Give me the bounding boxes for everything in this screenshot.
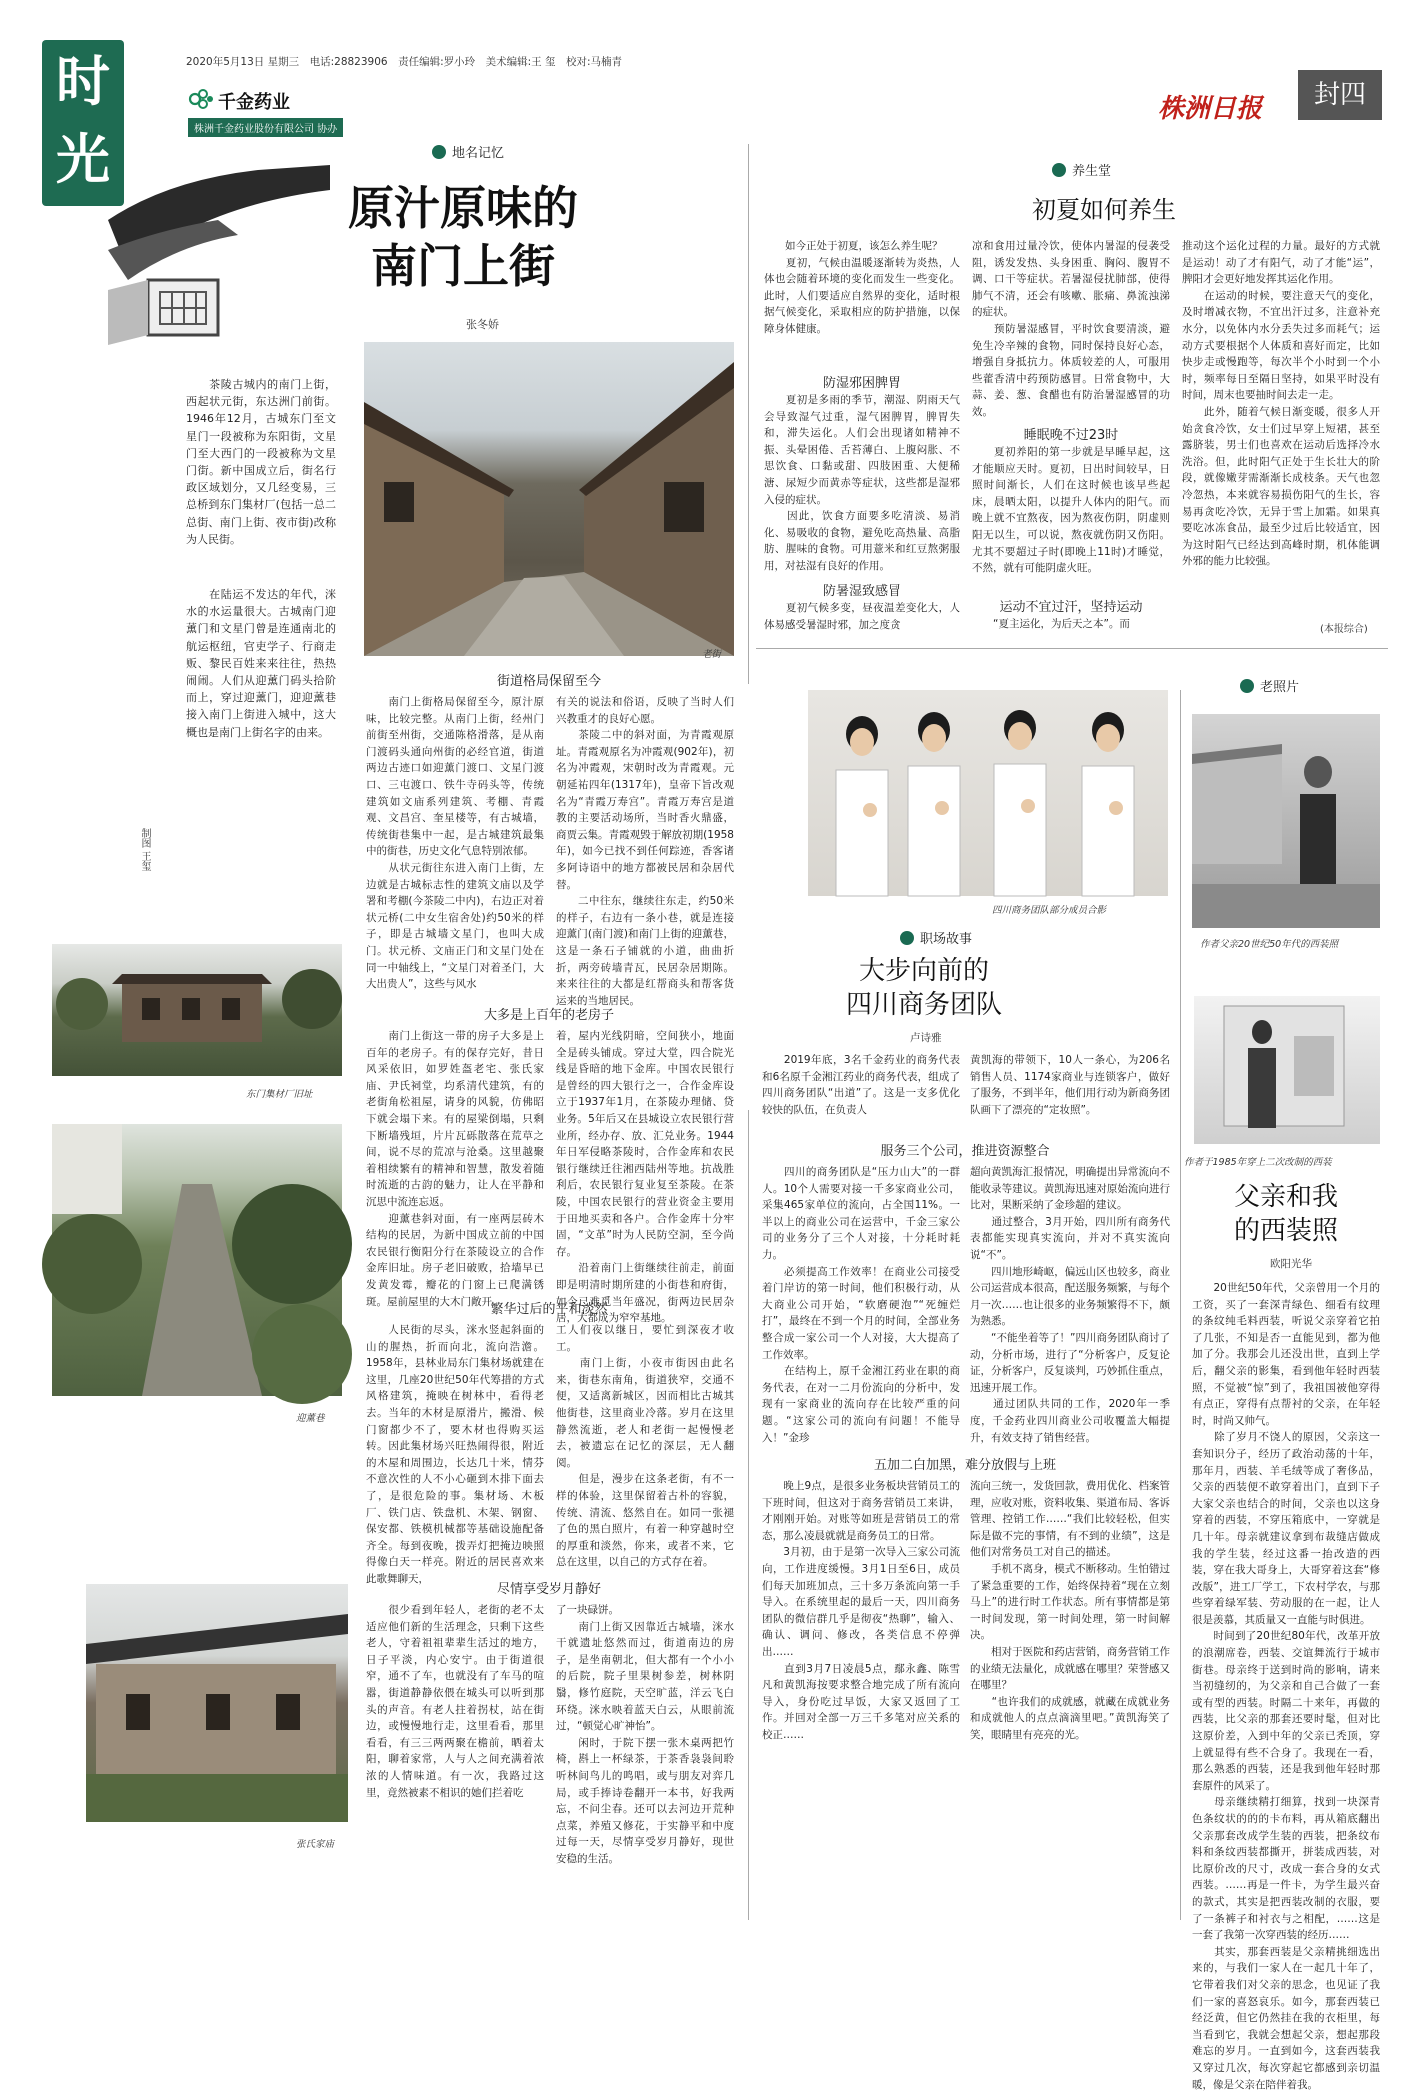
article1-photo-timber-yard [52, 944, 342, 1076]
article3-sub-1: 服务三个公司，推进资源整合 [880, 1144, 1050, 1159]
tag-dot-icon [1052, 163, 1066, 177]
article3-title-line1: 大步向前的 [858, 956, 989, 986]
article1-photo2-caption: 东门集材厂旧址 [246, 1089, 313, 1100]
article2-sub-d: 运动不宜过汗，坚持运动 [999, 600, 1143, 615]
separator-3 [1180, 690, 1181, 1920]
tag-dot-icon [432, 145, 446, 159]
article1-sec1-col-b: 有关的说法和俗语，反映了当时人们兴教重才的良好心愿。 茶陵二中的斜对面，为青霞观原址。青霞观原名为冲霞观(902年)，初名为冲霞观，宋朝时改为青霞观。元朝延祐四年(1317年)，皇帝下旨改观名为“青霞万寿宫”。青霞万寿宫是道教的主要活动场所，当时香火鼎盛，商贾云集。青霞观毁于解放初期(1958年)，如今已找不到任何踪迹，香客诸多阿诗语中的地方都被民居和杂居代替。 二中往东，继续往东走，约50米的样子，右边有一条小巷，就是连接迎薰门(南门渡)和南门上街的迎薰巷，这是一条石子铺就的小道，曲曲折折，两旁砖墙青瓦，民居杂居期陈。来来往往的大都是红帮商头和帮客货运来的当地居民。 [556, 696, 734, 1007]
article2-sub-c: 睡眠晚不过23时 [1023, 428, 1119, 443]
tag-workplace-story: 职场故事 [900, 928, 972, 947]
article2-col1-c: 夏初气候多变，昼夜温差变化大，人体易感受暑湿时邪，加之度贪 [764, 602, 960, 631]
article3-author: 卢诗雅 [910, 1032, 942, 1044]
article1-photo-street [364, 342, 734, 656]
article1-photo1-caption: 老街 [702, 649, 722, 660]
article3-title-line2: 四川商务团队 [845, 990, 1002, 1020]
article1-title-line2: 南门上街 [371, 239, 555, 293]
article3-sec2-col-a: 晚上9点，是很多业务板块营销员工的下班时间，但这对于商务营销员工来讲，才刚刚开始。对账等如班是营销员工的常态，那么凌晨就就是商务员工的日常。 3月初，由于是第一次导入三家公司流向，工作进度缓慢。3月1日至6日，成员们每天加班加点，三十多万条流向第一手导入。在系统里起的最后一天，四川商务团队的微信群几乎是彻夜“热聊”，输入、确认、调问、修改，各类信息不停弹出…… 直到3月7日凌晨5点，鄢永鑫、陈雪凡和黄凯海按要求整合地完成了所有流向导入，身份吃过早饭，大家又返回了工作。并回对全部一万三千多笔对应关系的校正…… [762, 1480, 960, 1741]
article4-title-line2: 的西装照 [1233, 1216, 1338, 1246]
article3-sec1-col-b: 超向黄凯海汇报情况，明确提出异常流向不能收录等建议。黄凯海迅速对原始流向进行比对，果断采纳了金珍超的建议。 通过整合，3月开始，四川所有商务代表都能实现真实流向，并对不真实流向说“不”。 四川地形崎岖，偏远山区也较多，商业公司运营成本很高，配送服务频繁，与每个月一次……也让很多的业务频繁得不下，颇为熟悉。 “不能坐着等了！”四川商务团队商讨了动，分析市场，进行了“分析客户，反复论证，分析客户，反复谈判，巧妙抓住重点，迅速开展工作。 通过团队共同的工作，2020年一季度，千金药业四川商业公司收覆盖大幅提升，有效支持了销售经营。 [970, 1166, 1170, 1444]
separator-2 [748, 1110, 749, 1920]
article3-sec2-col-b: 流向三统一，发货回款，费用优化、档案管理，应收对账，资料收集、渠道布局、客诉管理、控销工作……“我们比较轻松，但实际是做不完的事情，有不到的业绩”，这是他们对常务员工对自己的描述。 手机不离身，模式不断移动。生怕错过了紧急重要的工作，始终保持着“现在立刻马上”的进行时工作状态。所有事情都是第一时间发现，第一时间处理，第一时间解决。 相对于医院和药店营销，商务营销工作的业绩无法量化，成就感在哪里？荣誉感又在哪里？ “也许我们的成就感，就藏在成就业务和成就他人的点点滴滴里吧。”黄凯海笑了笑，眼睛里有亮亮的光。 [970, 1480, 1170, 1741]
eaves-illustration [108, 160, 330, 350]
article2-sub-b: 防暑湿致感冒 [822, 584, 901, 599]
article1-sec2-col-a: 南门上街这一带的房子大多是上百年的老房子。有的保存完好，昔日风采依旧，如罗姓盔老宅、张氏家庙、尹氏祠堂，均系清代建筑，有的老街角松祖屋，请身的风貌，仿佛昭下就会塌下来。有的屋梁倒塌，只剩下断墙残垣，片片瓦砾散落在荒草之间，说不尽的荒凉与沧桑。这里越聚着相续繁有的精神和智慧，散发着随时流逝的古韵的魅力，让人在平静和沉思中流连忘返。 迎薰巷斜对面，有一座两层砖木结构的民居，为新中国成立前的中国农民银行衡阳分行在茶陵设立的合作金库旧址。房子老旧破败，拾墙早已发黄发霉，瓣花的门窗上已爬满锈斑。屋前屋里的大木门敞开 [366, 1030, 544, 1308]
article4-photo-author [1194, 996, 1380, 1144]
tag-dot-icon [900, 931, 914, 945]
article2-sub-a: 防湿邪困脾胃 [822, 376, 901, 391]
article2-col2-b: 夏初养阳的第一步就是早睡早起，这才能顺应天时。夏初，日出时间较早，日照时间渐长，人们在这时候也该早些起床，晨晒太阳，以提升人体内的阳气。而晚上就不宜熬夜，因为熬夜伤阴，阴虚则阳无以生，可以说，熬夜就伤阴又伤阳。尤其不要超过子时(即晚上11时)才睡觉，不然，就有可能阴虚火旺。 [972, 446, 1170, 575]
date-line: 2020年5月13日 星期三 电话:28823906 责任编辑:罗小玲 美术编辑:王 玺 校对:马楠青 [186, 56, 623, 68]
article1-sec4-col-a: 很少看到年轻人，老街的老不太适应他们新的生活理念，只剩下这些老人，守着祖祖辈辈生活过的地方，日子平淡，内心安宁。由于街道很窄，通不了车，也就没有了车马的喧嚣，街道静静依偎在城头可以听到那头的声音。有老人拄着拐杖，站在街边，或慢慢地行走，这里看看，那里看看，有三三两两聚在檐前，晒着太阳，聊着家常，人与人之间充满着浓浓的人情味道。有一次，我路过这里，竟然被素不相识的她们拦着吃 [366, 1604, 544, 1799]
sponsor-sub: 株洲千金药业股份有限公司 协办 [188, 118, 343, 137]
tag-place-memory: 地名记忆 [432, 142, 504, 161]
article3-sub-2: 五加二白加黑，难分放假与上班 [873, 1458, 1056, 1473]
article4-title-line1: 父亲和我 [1233, 1182, 1338, 1212]
article1-sec1-col-a: 南门上街格局保留至今，原汁原味，比较完整。从南门上街，经州门前街至州街，交通陈格滑落，是从南门渡码头通向州街的必经官道，街道两边古迹口如迎薰门渡口、文星门渡口、三屯渡口、铁牛寺码头等，传统建筑如文庙系列建筑、考棚、青霞观、文昌宫、奎星楼等，有古城墙，传统街巷集中一起，是古城建筑最集中的街巷，历史文化气息特别浓郁。 从状元街往东进入南门上街，左边就是古城标志性的建筑文庙以及学署和考棚(今茶陵二中内)，右边正对着状元桥(二中女生宿舍处)约50米的样子，即是古城墙文星门，也叫大成门。状元桥、文庙正门和文星门处在同一中轴线上，“文星门对着圣门，大大出贵人”，这些与风水 [366, 696, 544, 991]
article3-intro-a: 2019年底，3名千金药业的商务代表和6名原千金湘江药业的商务代表，组成了四川商务团队“出道”了。这是一支多优化较快的队伍，在负责人 [762, 1054, 960, 1116]
article1-photo3-caption: 迎薰巷 [296, 1413, 325, 1424]
article1-sub-4: 尽情享受岁月静好 [496, 1582, 601, 1597]
article2-title: 初夏如何养生 [1032, 196, 1176, 224]
article3-intro-b: 黄凯海的带领下，10人一条心，为206名销售人员、1174家商业与连锁客户，做好了服务，不到半年，他们用行动为新商务团队画下了漂亮的“定妆照”。 [970, 1054, 1170, 1116]
article3-team-photo [808, 690, 1168, 896]
article4-photo-father [1192, 714, 1380, 928]
photo-credit: 制图 王玺 [139, 828, 150, 872]
article2-col3: 推动这个运化过程的力量。最好的方式就是运动！动了才有阳气，动了才能“运”，脾阳才会更好地发挥其运化作用。 在运动的时候，要注意天气的变化，及时增减衣物，不宜出汗过多，注意补充水分，以免体内水分丢失过多而耗气；运动方式要根据个人体质和喜好而定，比如快步走或慢跑等，每次半个小时到一个小时，频率每日至隔日坚持，如果平时没有时间，周末也要抽时间去走一走。 此外，随着气候日渐变暖，很多人开始贪食冷饮，女士们过早穿上短裙，甚至露脐装，男士们也喜欢在运动后选择冷水洗浴。但，此时阳气正处于生长壮大的阶段，就像嫩芽需渐渐长成枝条。天气也忽冷忽热，本来就容易损伤阳气的生长，容易再贪吃冷饮，无异于雪上加霜。如果真要吃冰冻食品，最至少过后比较适宜，因为这时阳气已经达到高峰时期，机体能调外邪的能力比较强。 [1182, 240, 1380, 568]
article4-author: 欧阳光华 [1270, 1258, 1312, 1270]
separator-1 [748, 144, 749, 684]
article1-sub-1: 街道格局保留至今 [496, 674, 601, 689]
article2-col2-a: 凉和食用过量冷饮，使体内暑湿的侵袭受阻，诱发发热、头身困重、胸闷、腹胃不调、口干等症状。若暑湿侵扰肺部，使得肺气不清，还会有咳嗽、胀痛、鼻流浊涕的症状。 预防暑湿感冒，平时饮食要清淡，避免生冷辛辣的食物，同时保持良好心态，增强自身抵抗力。体质较差的人，可服用些藿香清中药预防感冒。日常食物中，大蒜、姜、葱、食醋也有防治暑湿感冒的功效。 [972, 240, 1170, 418]
article1-author: 张冬娇 [466, 318, 499, 331]
article1-sec4-col-b: 了一块碌饼。 南门上街又因靠近古城墙，洣水干就遗址悠然而过，街道南边的房子，是坐南朝北，但大都有一个小小的后院，院子里果树参差，树林阴翳，修竹庭院，天空旷蓝，洋云飞白环绕。洣水映着蓝天白云，从眼前流过，“顿觉心旷神怡”。 闲时，于院下摆一张木桌两把竹椅，斟上一杯绿茶，于茶香袅袅间聆听林间鸟儿的鸣唱，或与朋友对弈几局，或手捧诗卷翻开一本书，好我两忘，不问尘春。还可以去河边开荒种点菜，养殖又修花，于实静平和中度过每一天，尽情享受岁月静好，现世安稳的生活。 [556, 1604, 734, 1865]
article1-title-line1: 原汁原味的 [348, 181, 578, 235]
article1-photo4-caption: 张氏家庙 [296, 1839, 335, 1850]
article3-sec1-col-a: 四川的商务团队是“压力山大”的一群人。10个人需要对接一千多家商业公司，采集465家单位的流向，占全国11%。一半以上的商业公司在运营中，千金三家公司的业务分了三个人对接，十分耗时耗力。 必须提高工作效率！在商业公司接受着门岸访的第一时间，他们积极行动，从大商业公司开始，“软磨硬泡”“死缠烂打”，最终在不到一个月的时间，全部业务整合成一家公司一个人对接，大大提高了工作效率。 在结构上，原千金湘江药业在职的商务代表，在对一二月份流向的分析中，发现有一家商业的流向存在比较严重的问题。“这家公司的流向有问题！不能导入！”金珍 [762, 1166, 960, 1444]
article2-source: (本报综合) [1320, 624, 1368, 635]
article2-col1-b: 夏初是多雨的季节，潮湿、阴雨天气会导致湿气过重，湿气困脾胃，脾胃失和，滞失运化。人们会出现诸如精神不振、头晕困倦、舌苔薄白、上腹闷胀、不思饮食、口黏或甜、四肢困重、大便稀溏、尿短少而黄赤等症状，这些都是湿邪入侵的症状。 因此，饮食方面要多吃清淡、易消化、易吸收的食物，避免吃高热量、高脂肪、腥味的食物。可用薏米和红豆熬粥服用，对祛湿有良好的作用。 [764, 394, 960, 572]
article1-sec3-col-b: 工人们夜以继日，要忙到深夜才收工。 南门上街，小夜市街因由此名来，街巷东南角，街道狭窄，交通不便，又适离新城区，因而相比古城其他街巷，这里商业冷落。岁月在这里静然流逝，老人和老街一起慢慢老去，被遗忘在记忆的深层，无人翻阅。 但是，漫步在这条老街，有不一样的体验，这里保留着古朴的容貌，传统、清流、悠然自在。如同一张褪了色的黑白照片，有着一种穿越时空的厚重和淡然，你来，或者不来，它总在这里，以自己的方式存在着。 [556, 1324, 734, 1569]
sponsor-name: 千金药业 [218, 92, 290, 113]
article1-photo-ancestral-hall [86, 1584, 348, 1822]
article2-col2-c: “夏主运化，为后天之本”。而 [972, 618, 1130, 630]
separator-h1 [756, 648, 1388, 649]
article4-photo2-caption: 作者于1985年穿上二次改制的西装 [1184, 1157, 1332, 1168]
column-char-2: 光 [56, 127, 110, 191]
article1-sub-3: 繁华过后的平和淡然 [490, 1302, 608, 1317]
sponsor-logo-icon [188, 88, 214, 110]
article1-sec2-col-b: 着，屋内光线阴暗，空间狭小，地面全是砖头铺成。穿过大堂，四合院光线是昏暗的地下金库。中国农民银行是曾经的四大银行之一，合作金库设立于1937年1月，在茶陵办理储、贷业务。5年后又在县城设立农民银行营业所，经办存、放、汇兑业务。1944年日军侵略茶陵时，合作金库和农民银行继续迁往湘西陆州等地。抗战胜利后，农民银行复业复至茶陵。在茶陵，中国农民银行的营业资金主要用于田地买卖和各户。合作金库十分牢固，“文革”时为人民防空洞，至今尚存。 沿着南门上街继续往前走，前面即是明清时期所建的小街巷和府街，如今已难觅当年盛况，街两边民居杂居，大都成为窄窄基地。 [556, 1030, 734, 1325]
article3-photo-caption: 四川商务团队部分成员合影 [992, 905, 1107, 916]
article4-body: 20世纪50年代，父亲曾用一个月的工资，买了一套深青绿色、细看有纹理的条纹纯毛料西装，听说父亲穿着它拍了几张，不知是否一直能见到，都为他加了分。我那会儿还没出世，直到上学后，翻父亲的影集，看到他年轻时西装照，不觉被“惊”到了，我祖国被他穿得有点正，穿得有点帮衬的父亲，在年轻时，时尚又帅气。 除了岁月不饶人的原因，父亲这一套知识分子，经历了政治动荡的十年，那年月，西装、羊毛绒等成了奢侈品，父亲的西装便不敢穿着出门，直到下子大家父亲也结合的时间，父亲也以这身穿着的西装，不穿压箱底中，一穿就是几十年。母亲就建议拿到布裁缝店做成我的学生装，经过这番一抬改造的西装，穿在我大哥身上，大哥穿着这套“修改版”，进工厂学工，下农村学农，与那些穿着绿军装、劳动服的在一起，让人很是羡慕，其质量又一直能与时俱进。 时间到了20世纪80年代，改革开放的浪潮席卷，西装、交谊舞流行于城市街巷。母亲终于送到时尚的影响，请来当初缝纫的，为父亲和自己合做了一套或有型的西装。时隔二十来年，再做的西装，比父亲的那套还要时髦，但对比这原价差，入到中年的父亲已秃顶，穿上就显得有些不合身了。我现在一看，那么熟悉的西装，还是我到他年轻时那套原件的风采了。 母亲继续精打细算，找到一块深青色条纹状的的的卡布料，再从箱底翻出父亲那套改成学生装的西装，把条纹布料和条纹西装都撕开，拼装成西装，对比原价改的尺寸，改成一套合身的女式西装。……再是一件卡，为学生最兴奋的款式，其实是把西装改制的衣服，要了一条裤子和衬衣与之相配，……这是一套了我第一次穿西装的经历…… 其实，那套西装是父亲精挑细选出来的，与我们一家人在一起几十年了，它带着我们对父亲的思念，也见证了我们一家的喜怒哀乐。如今，那套西装已经泛黄，但它仍然挂在我的衣柜里，每当看到它，我就会想起父亲，想起那段难忘的岁月。一直到如今，这套西装我又穿过几次，每次穿起它都感到亲切温暖，像是父亲在陪伴着我。 [1192, 1282, 1380, 2091]
article2-col1-intro: 如今正处于初夏，该怎么养生呢？ 夏初，气候由温暖逐渐转为炎热，人体也会随着环境的变化而发生一些变化。此时，人们要适应自然界的变化，适时根据气候变化，采取相应的防护措施，以保障身体健康。 [764, 240, 960, 335]
column-char-1: 时 [56, 49, 110, 113]
article1-intro-2: 在陆运不发达的年代，洣水的水运量很大。古城南门迎薰门和文星门曾是连通南北的航运枢纽，官吏学子、行商走贩、黎民百姓来来往往，热热闹闹。人们从迎薰门码头拾阶而上，穿过迎薰门，迎迎薰巷接入南门上街进入城中，这大概也是南门上街名字的由来。 [186, 588, 336, 739]
paper-logo: 株洲日报 [1158, 94, 1263, 124]
article4-photo1-caption: 作者父亲20世纪50年代的西装照 [1200, 939, 1339, 950]
article1-sub-2: 大多是上百年的老房子 [483, 1008, 614, 1023]
page-label: 封四 [1298, 70, 1382, 120]
article1-photo-alley [52, 1124, 342, 1396]
tag-health: 养生堂 [1052, 160, 1111, 179]
tag-dot-icon [1240, 679, 1254, 693]
article1-sec3-col-a: 人民街的尽头，洣水竖起斜面的山的腥热，折而向北，流向浩澹。1958年，县林业局东门集材场就建在这里，几座20世纪50年代筹措的方式风格建筑，掩映在树林中，看得老去。当年的木材是原滑片，搬滑、候门窗都少不了，要木材也得购买运转。因此集材场兴旺热闹得很，附近的木屋和周围边，长达几十米，情芬不意次性的人不小心砸到木排下面去了，是很危险的事。集材场、木板厂、铁门店、铁盘机、木架、钢窗、保安都、铁模机械都等基础设施配备齐全。每到夜晚，拨弄灯把掩边映照得像白天一样亮。附近的居民喜欢来此歌舞聊天， [366, 1324, 544, 1585]
article1-intro-1: 茶陵古城内的南门上街，西起状元街，东达洲门前街。1946年12月，古城东门至文星门一段被称为东阳街，文星门至大西门的一段被称为文星门街。新中国成立后，街名行政区域划分，又几经变易，三总桥到东门集材厂(包括一总二总街、南门上街、夜市街)改称为人民街。 [186, 378, 336, 546]
tag-old-photo: 老照片 [1240, 676, 1299, 695]
